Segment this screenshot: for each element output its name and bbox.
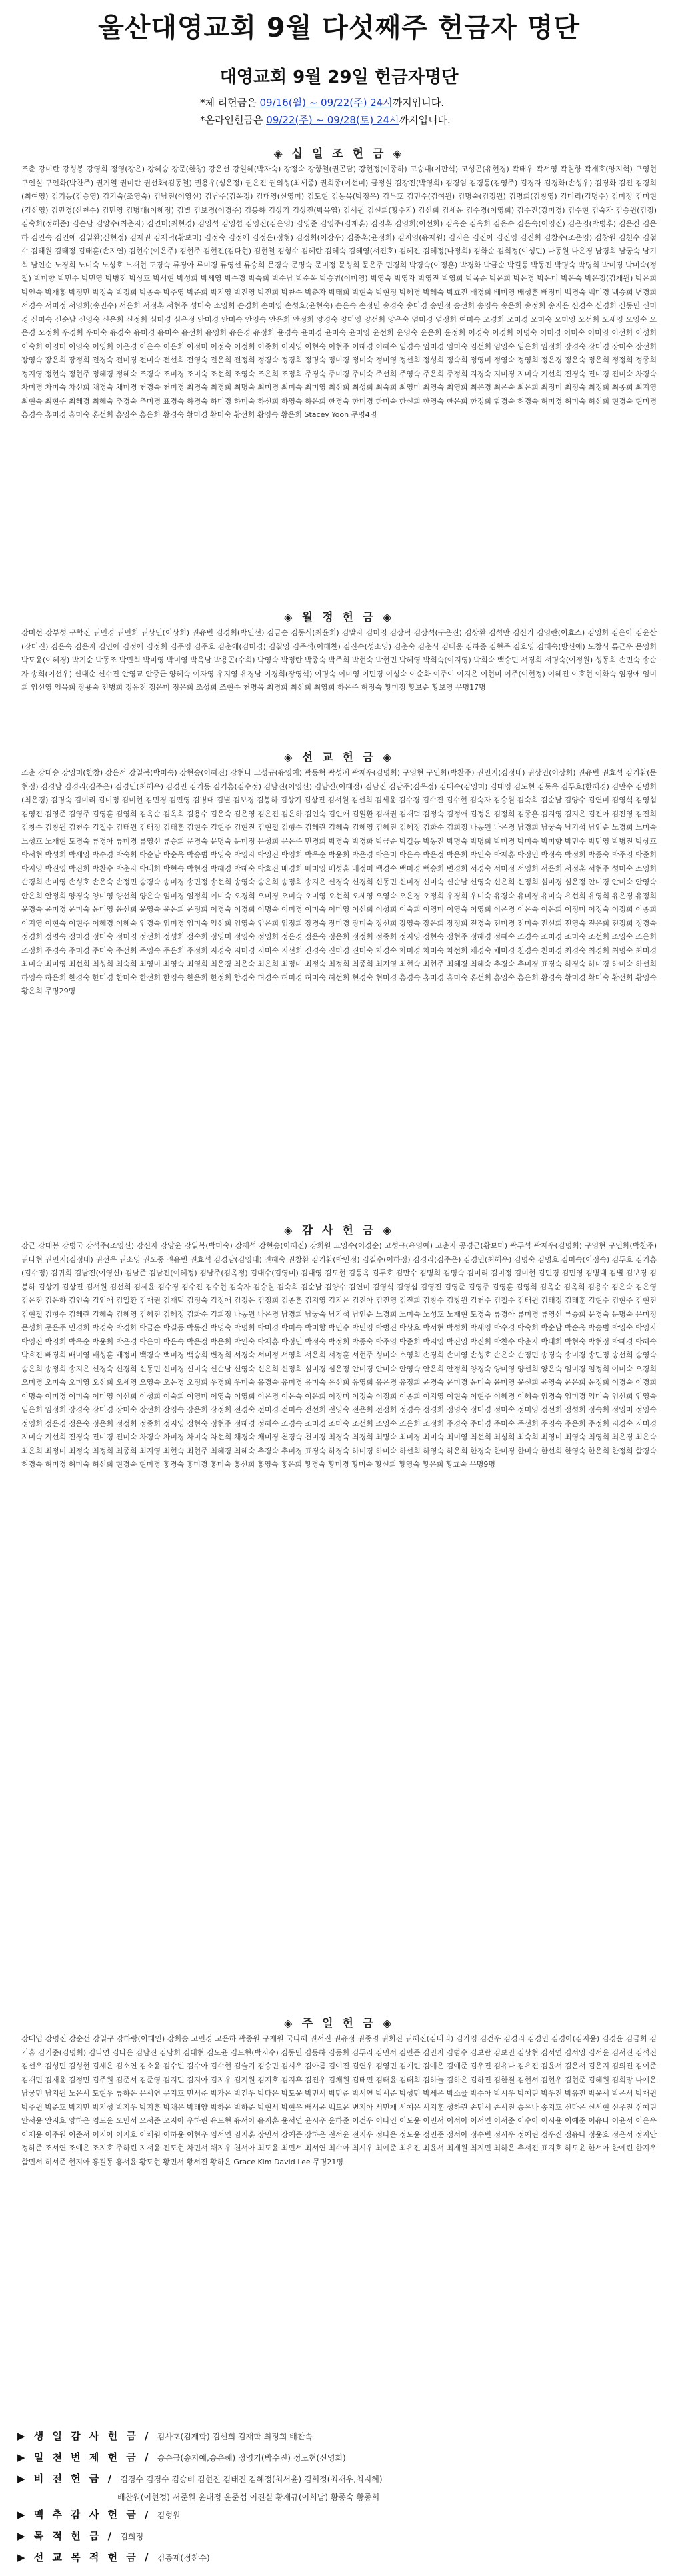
section-heading-sunday: ◈ 주 일 헌 금 ◈ [283, 2017, 395, 2030]
notice-online [200, 113, 451, 127]
summary-row-vision-cont [17, 2489, 661, 2504]
summary-row-vision [17, 2468, 661, 2489]
section-heading-monthly: ◈ 월 정 헌 금 ◈ [283, 611, 395, 624]
summary-label: ▶ 비 전 헌 금 / [17, 2473, 121, 2485]
summary-row-purpose [17, 2525, 661, 2547]
notice-offline-prefix: *체 리헌금은 [200, 97, 260, 109]
page-title: 울산대영교회 9월 다섯째주 헌금자 명단 [98, 13, 580, 43]
notice-online-dates: 09/22(주) ~ 09/28(토) 24시 [266, 114, 399, 126]
notice-online-prefix: *온라인헌금은 [200, 114, 267, 126]
summary-label: ▶ 맥 추 감 사 헌 금 / [17, 2509, 157, 2521]
notice-online-suffix: 까지입니다. [399, 114, 451, 126]
summary-label: ▶ 선 교 목 적 헌 금 / [17, 2551, 157, 2563]
summary-names: 김희정 [120, 2532, 144, 2541]
summary-label: ▶ 생 일 감 사 헌 금 / [17, 2430, 157, 2442]
page-subtitle: 대영교회 9월 29일 헌금자명단 [219, 67, 459, 87]
section-body-sunday: 강대엽 강명진 강순선 강일구 강하랑(이혜인) 강희송 고민경 고은하 곽종원 구재원 국다혜 권서진 권유정 권종명 권희진 권혜진(김태리) 김가영 김건우 김경리 김경민 김경아(김지윤) 김경윤 김금희 김기홍 김기준(김명희) 김나연 김나은 김남진 김남희 김대현 김도윤 김도현(박지수) 김동민 김동하 김동희 김두리 김민서 김민준 김민지 김범수 김보람 김보민 김상현 김서연 김서영 김서윤 김서진 김석진 김선우 김성민 김성현 김세은 김소연 김소윤 김수빈 김수아 김수현 김슬기 김승민 김시우 김아름 김여진 김연우 김영민 김예린 김예은 김예준 김우진 김유나 김유진 김윤서 김은서 김은지 김의진 김이준 김재민 김재윤 김정민 김주원 김준서 김준영 김지민 김지아 김지우 김지원 김지호 김지후 김진우 김채원 김태민 김태윤 김태희 김하늘 김하은 김하진 김한결 김현서 김현우 김현준 김혜원 김희망 나예은 남궁민 남지원 노은서 도현우 류하은 문서연 문지호 민서준 박가은 박건우 박다은 박도윤 박민서 박민준 박서연 박서준 박성민 박세은 박소율 박수아 박시우 박예린 박우진 박유진 박윤서 박은서 박재원 박주원 박준호 박지민 박지성 박지우 박지훈 박채은 박태양 박하윤 박하준 박현서 박현우 배서윤 백도윤 변지아 서민재 서예은 서지훈 성하린 손민서 손서진 송유나 송지호 신다은 신서현 신우진 심예린 안서윤 안지호 양하은 엄도윤 오민서 오서준 오지아 우하린 유도현 유서아 유지훈 윤서연 윤시우 윤하준 이건우 이다인 이도윤 이민서 이서아 이서연 이서준 이수아 이시윤 이예준 이유나 이윤서 이은우 이재윤 이주원 이준서 이지아 이지호 이채원 이하윤 이현우 임서연 임지훈 장민서 장예준 장하은 전서윤 전지우 정다은 정도윤 정민준 정서아 정수빈 정시우 정예린 정우진 정유나 정윤호 정은서 정지안 정하준 조서연 조예은 조지호 주하린 지서윤 진도현 차민서 채지우 천서아 최도윤 최민서 최서연 최수아 최시우 최예준 최유진 최윤서 최재원 최지민 최하은 추서진 표지호 하도윤 한서아 한예린 한지우 함민서 허서준 현지아 홍길동 홍서윤 황도현 황민서 황서진 황하은 Grace Kim David Lee 무명21명 [21, 2034, 657, 2166]
section-body-monthly: 강미선 강부성 구학진 권민경 권민희 권상민(이상희) 권유빈 김경희(박인선) 김금순 김동식(최윤희) 김말자 김미영 김상덕 김상석(구은진) 김상환 김석만 김신기 김영란(이효스) 김영희 김은아 김윤산(장미진) 김은숙 김은자 김인애 김정애 김정희 김주영 김주호 김춘애(김미경) 김칠영 김주석(이해찬) 김진수(성소영) 김춘숙 김춘식 김태웅 김하종 김현주 김호영 김혜숙(방신애) 도창식 류근우 문영희 박도윤(이혜경) 박기순 박동조 박민석 박미영 박미영 박옥남 박용곤(수희) 박영숙 박정란 박종숙 박주희 박현숙 박현민 박혜영 박희숙(이지영) 박희숙 백승민 서경희 서명숙(이정원) 성동희 손민숙 송순자 송희(이선우) 신대순 신수진 안영교 안중근 양혜숙 여자영 우지영 유경남 이경희(장영석) 이명숙 이미영 이민경 이성숙 이순화 이주이 이지은 이현미 이주(이현정) 이혜진 이호현 이화숙 임경애 임미희 임선영 임옥희 장용숙 전병희 정유진 정은미 정은희 조성희 조현수 천명옥 최경희 최선희 최영희 하은주 허정숙 황미정 황보순 황보영 무명17명 [21, 628, 657, 692]
notice-offline [200, 95, 444, 109]
summary-names: 김형원 [157, 2511, 181, 2520]
summary-row-birthday [17, 2425, 661, 2447]
section-heading-mission: ◈ 선 교 헌 금 ◈ [283, 751, 395, 764]
summary-list [17, 2425, 661, 2568]
summary-names: 김경수 김경수 김승비 김현진 김태진 김혜정(최서윤) 김희정(최재우,최지혜) [120, 2475, 383, 2484]
notice-offline-dates: 09/16(월) ~ 09/22(주) 24시 [259, 97, 393, 109]
summary-names: 송순금(송지예,송은혜) 정영기(박수진) 정도현(신영희) [157, 2453, 346, 2463]
summary-names: 김종재(정찬수) [157, 2553, 210, 2563]
summary-row-mission-purpose [17, 2547, 661, 2568]
section-body-thanks: 강근 강대봉 강병국 강석주(조영신) 강신자 강양윤 강일복(박미숙) 강재석 강현승(이혜진) 강희원 고영수(이경순) 고성규(유영예) 고춘자 공경근(황보미) 곽두석 곽재우(김명희) 구영현 구인화(박찬주) 권다현 권민지(김정태) 권선옥 권소영 권오중 권유빈 권효석 김경남(김영태) 권혜숙 권창환 김기환(박민정) 김길수(이하정) 김경리(김주은) 김경민(최해우) 김명숙 김명호 김미숙(이정숙) 김두호 김기홍(김수정) 김귀희 김남진(이영신) 김남준 김남진(이혜정) 김남주(김옥정) 김대수(김영미) 김대영 김도현 김동옥 김두호 김만수 김명희 김명숙 김미리 김미정 김미현 김민경 김민영 김병대 김별 김보경 김봉하 김상기 김상진 김서원 김선희 김세윤 김수경 김수진 김수현 김숙자 김승원 김숙희 김순남 김양수 김연미 김영석 김영섭 김영진 김영준 김영주 김영훈 김영희 김옥순 김옥희 김용수 김은숙 김은영 김은진 김은하 김인숙 김인애 김일환 김재권 김재덕 김정숙 김정애 김정은 김정희 김종훈 김지영 김지은 김진아 김진영 김진희 김창수 김창원 김천수 김철수 김태원 김태정 김태훈 김현수 김현주 김현진 김현철 김형수 김혜란 김혜숙 김혜영 김혜진 김혜정 김화순 김희정 나동원 나은경 남경희 남궁숙 남기석 남인순 노경희 노미숙 노성호 노재현 도경숙 류경아 류미경 류영선 류승희 문경숙 문명숙 문미정 문성희 문은주 민경희 박경숙 박경화 박금순 박길동 박동진 박명숙 박명희 박미경 박미숙 박미향 박민수 박민영 박병진 박상호 박서현 박성희 박세영 박수경 박숙희 박순남 박순옥 박승범 박영숙 박영자 박영진 박영희 박옥순 박윤희 박은경 박은미 박은숙 박은정 박은희 박인숙 박재홍 박정민 박정숙 박정희 박종숙 박주영 박준희 박지영 박진영 박진희 박찬수 박춘자 박태희 박현숙 박현정 박혜경 박혜숙 박효진 배경희 배미영 배성훈 배정미 백경숙 백미경 백승희 변경희 서경숙 서미정 서영희 서은희 서정훈 서현주 성미숙 소영희 손경희 손미영 손성호 손은숙 손정민 송경숙 송미경 송민정 송선희 송영숙 송은희 송정희 송지은 신경숙 신경희 신동민 신미경 신미숙 신순남 신영숙 신은희 신정희 심미경 심은정 안미경 안미숙 안영숙 안은희 안정희 양경숙 양미영 양선희 양은숙 엄미경 엄정희 여미숙 오경희 오미경 오미숙 오미영 오선희 오세영 오영숙 오은경 오정희 우경희 우미숙 유경숙 유미경 유미숙 유선희 유영희 유은경 유정희 윤경숙 윤미경 윤미숙 윤미영 윤선희 윤영숙 윤은희 윤정희 이경숙 이경희 이명숙 이미경 이미숙 이미영 이선희 이성희 이숙희 이영미 이영숙 이영희 이은경 이은숙 이은희 이정미 이정숙 이정희 이종희 이지영 이현숙 이현주 이혜경 이혜숙 임경숙 임미경 임미숙 임선희 임영숙 임은희 임정희 장경숙 장미경 장미숙 장선희 장영숙 장은희 장정희 전경숙 전미경 전미숙 전선희 전영숙 전은희 전정희 정경숙 정경희 정명숙 정미경 정미숙 정미영 정선희 정성희 정숙희 정영미 정영숙 정영희 정은경 정은숙 정은희 정정희 정종희 정지영 정현숙 정현주 정혜경 정혜숙 조경숙 조미경 조미숙 조선희 조영숙 조은희 조정희 주경숙 주미경 주미숙 주선희 주영숙 주은희 주정희 지경숙 지미경 지미숙 지선희 진경숙 진미경 진미숙 차경숙 차미경 차미숙 차선희 채경숙 채미경 천경숙 천미경 최경숙 최경희 최명숙 최미경 최미숙 최미영 최선희 최성희 최숙희 최영미 최영숙 최영희 최은경 최은숙 최은희 최정미 최정숙 최정희 최종희 최지영 최현숙 최현주 최혜경 최혜숙 추경숙 추미경 표경숙 하경숙 하미경 하미숙 하선희 하영숙 하은희 한경숙 한미경 한미숙 한선희 한영숙 한은희 한정희 함경숙 허경숙 허미경 허미숙 허선희 현경숙 현미경 홍경숙 홍미경 홍미숙 홍선희 홍영숙 홍은희 황경숙 황미경 황미숙 황선희 황영숙 황은희 황효숙 무명9명 [21, 1241, 657, 1469]
summary-names-continued: 배찬원(이현정) 서준원 윤대정 윤준섭 이진실 황재규(이희남) 황종숙 황종희 [117, 2493, 380, 2502]
section-heading-tithe: ◈ 십 일 조 헌 금 ◈ [273, 147, 405, 161]
summary-row-harvest [17, 2504, 661, 2525]
section-heading-thanks: ◈ 감 사 헌 금 ◈ [283, 1224, 395, 1237]
summary-names: 김사호(김재학) 김선희 김재학 최정희 배찬속 [157, 2432, 313, 2441]
section-body-mission: 조춘 강대승 강영미(한창) 강은서 강일복(박미숙) 강현승(이혜진) 강현나 고성규(유영예) 곽동혁 곽성례 곽재우(김명희) 구영현 구인화(박찬주) 권민지(김정태) 권상민(이상희) 권유빈 권효석 김기환(문현정) 김경남 김경리(김주은) 김경민(최해우) 김경민 김기동 김기홍(김수정) 김남진(이영신) 김남진(이혜정) 김남진 김남주(김옥정) 김대수(김영미) 김대영 김도현 김동옥 김두호(한혜경) 김만수 김명희(최은경) 김명숙 김미리 김미정 김미현 김민경 김민영 김병대 김별 김보경 김봉하 김상기 김상진 김서원 김선희 김세윤 김수경 김수진 김수현 김숙자 김승원 김숙희 김순남 김양수 김연미 김영석 김영섭 김영진 김영준 김영주 김영훈 김영희 김옥순 김옥희 김용수 김은숙 김은영 김은진 김은하 김인숙 김인애 김일환 김재권 김재덕 김정숙 김정애 김정은 김정희 김종훈 김지영 김지은 김진아 김진영 김진희 김창수 김창원 김천수 김철수 김태원 김태정 김태훈 김현수 김현주 김현진 김현철 김형수 김혜란 김혜숙 김혜영 김혜진 김혜정 김화순 김희정 나동원 나은경 남경희 남궁숙 남기석 남인순 노경희 노미숙 노성호 노재현 도경숙 류경아 류미경 류영선 류승희 문경숙 문명숙 문미정 문성희 문은주 민경희 박경숙 박경화 박금순 박길동 박동진 박명숙 박명희 박미경 박미숙 박미향 박민수 박민영 박병진 박상호 박서현 박성희 박세영 박수경 박숙희 박순남 박순옥 박승범 박영숙 박영자 박영진 박영희 박옥순 박윤희 박은경 박은미 박은숙 박은정 박은희 박인숙 박재홍 박정민 박정숙 박정희 박종숙 박주영 박준희 박지영 박진영 박진희 박찬수 박춘자 박태희 박현숙 박현정 박혜경 박혜숙 박효진 배경희 배미영 배성훈 배정미 백경숙 백미경 백승희 변경희 서경숙 서미정 서영희 서은희 서정훈 서현주 성미숙 소영희 손경희 손미영 손성호 손은숙 손정민 송경숙 송미경 송민정 송선희 송영숙 송은희 송정희 송지은 신경숙 신경희 신동민 신미경 신미숙 신순남 신영숙 신은희 신정희 심미경 심은정 안미경 안미숙 안영숙 안은희 안정희 양경숙 양미영 양선희 양은숙 엄미경 엄정희 여미숙 오경희 오미경 오미숙 오미영 오선희 오세영 오영숙 오은경 오정희 우경희 우미숙 유경숙 유미경 유미숙 유선희 유영희 유은경 유정희 윤경숙 윤미경 윤미숙 윤미영 윤선희 윤영숙 윤은희 윤정희 이경숙 이경희 이명숙 이미경 이미숙 이미영 이선희 이성희 이숙희 이영미 이영숙 이영희 이은경 이은숙 이은희 이정미 이정숙 이정희 이종희 이지영 이현숙 이현주 이혜경 이혜숙 임경숙 임미경 임미숙 임선희 임영숙 임은희 임정희 장경숙 장미경 장미숙 장선희 장영숙 장은희 장정희 전경숙 전미경 전미숙 전선희 전영숙 전은희 전정희 정경숙 정경희 정명숙 정미경 정미숙 정미영 정선희 정성희 정숙희 정영미 정영숙 정영희 정은경 정은숙 정은희 정정희 정종희 정지영 정현숙 정현주 정혜경 정혜숙 조경숙 조미경 조미숙 조선희 조영숙 조은희 조정희 주경숙 주미경 주미숙 주선희 주영숙 주은희 주정희 지경숙 지미경 지미숙 지선희 진경숙 진미경 진미숙 차경숙 차미경 차미숙 차선희 채경숙 채미경 천경숙 천미경 최경숙 최경희 최명숙 최미경 최미숙 최미영 최선희 최성희 최숙희 최영미 최영숙 최영희 최은경 최은숙 최은희 최정미 최정숙 최정희 최종희 최지영 최현숙 최현주 최혜경 최혜숙 추경숙 추미경 표경숙 하경숙 하미경 하미숙 하선희 하영숙 하은희 한경숙 한미경 한미숙 한선희 한영숙 한은희 한정희 함경숙 허경숙 허미경 허미숙 허선희 현경숙 현미경 홍경숙 홍미경 홍미숙 홍선희 홍영숙 홍은희 황경숙 황미경 황미숙 황선희 황영숙 황은희 무명29명 [21, 768, 657, 995]
summary-label: ▶ 목 적 헌 금 / [17, 2530, 121, 2542]
summary-row-thousand [17, 2447, 661, 2468]
section-body-tithe: 조춘 강미란 강성봉 강영희 정영(강은) 강혜승 강문(한창) 강은선 강일혜(박자숙) 강정숙 강향철(권곤담) 강현정(이종하) 고승대(이판석) 고성곤(유현경) 곽태우 곽서영 곽원향 곽재호(양지혁) 구영현 구인실 구인화(박찬주) 권기열 권미란 권선화(김동철) 권용우(성은정) 권은진 권의성(최세종) 권희종(이선미) 금정실 김강진(박영희) 김경임 김경동(김영주) 김경자 김경화(손성우) 김경화 김진 김경희(최여영) 김기동(김승영) 김기숙(조영숙) 김남진(이영신) 김남주(김옥정) 김대영(신영미) 김도현 김동옥(박정우) 김두호 김민수(김여원) 김명숙(김정원) 김명희(김창영) 김미리(김명수) 김미정 김미현(김선영) 김민경(신천수) 김민영 김병대(이혜정) 김별 김보경(이경주) 김봉하 김상기 김상진(박옥엽) 김서원 김선희(황수지) 김선희 김세윤 김수경(이영희) 김수진(강미경) 김수현 김숙자 김승원(김정) 김숙희(정해준) 김순남 김양수(최춘자) 김연미(최현경) 김영석 김영섭 김영진(김은영) 김영준 김영주(김재훈) 김영훈 김영희(이선화) 김옥순 김옥희 김용수 김은숙(이영진) 김은영(박병후) 김은진 김은하 김인숙 김인애 김일환(신현정) 김재권 김재덕(황보미) 김정숙 김정애 김정은(정형) 김정희(이장우) 김종훈(윤정희) 김지영(유재원) 김지은 김진아 김진영 김진희 김창수(조은영) 김창원 김천수 김철수 김태원 김태정 김태훈(손지연) 김현수(이은주) 김현주 김현진(김다현) 김현철 김형수 김혜란 김혜숙 김혜영(서진호) 김혜진 김혜정(나정희) 김화순 김희정(이성민) 나동원 나은경 남경희 남궁숙 남기석 남인순 노경희 노미숙 노성호 노재현 도경숙 류경아 류미경 류영선 류승희 문경숙 문명숙 문미정 문성희 문은주 민경희 박경숙(이정훈) 박경화 박금순 박길동 박동진 박명숙 박명희 박미경 박미숙(정철) 박미향 박민수 박민영 박병진 박상호 박서현 박성희 박세영 박수경 박숙희 박순남 박순옥 박승범(이미영) 박영숙 박영자 박영진 박영희 박옥순 박윤희 박은경 박은미 박은숙 박은정(김재원) 박은희 박인숙 박재홍 박정민 박정숙 박정희 박종숙 박주영 박준희 박지영 박진영 박진희 박찬수 박춘자 박태희 박현숙 박현정 박혜경 박혜숙 박효진 배경희 배미영 배성훈 배정미 백경숙 백미경 백승희 변경희 서경숙 서미정 서영희(송민수) 서은희 서정훈 서현주 성미숙 소영희 손경희 손미영 손성호(윤현숙) 손은숙 손정민 송경숙 송미경 송민정 송선희 송영숙 송은희 송정희 송지은 신경숙 신경희 신동민 신미경 신미숙 신순남 신영숙 신은희 신정희 심미경 심은정 안미경 안미숙 안영숙 안은희 안정희 양경숙 양미영 양선희 양은숙 엄미경 엄정희 여미숙 오경희 오미경 오미숙 오미영 오선희 오세영 오영숙 오은경 오정희 우경희 우미숙 유경숙 유미경 유미숙 유선희 유영희 유은경 유정희 윤경숙 윤미경 윤미숙 윤미영 윤선희 윤영숙 윤은희 윤정희 이경숙 이경희 이명숙 이미경 이미숙 이미영 이선희 이성희 이숙희 이영미 이영숙 이영희 이은경 이은숙 이은희 이정미 이정숙 이정희 이종희 이지영 이현숙 이현주 이혜경 이혜숙 임경숙 임미경 임미숙 임선희 임영숙 임은희 임정희 장경숙 장미경 장미숙 장선희 장영숙 장은희 장정희 전경숙 전미경 전미숙 전선희 전영숙 전은희 전정희 정경숙 정경희 정명숙 정미경 정미숙 정미영 정선희 정성희 정숙희 정영미 정영숙 정영희 정은경 정은숙 정은희 정정희 정종희 정지영 정현숙 정현주 정혜경 정혜숙 조경숙 조미경 조미숙 조선희 조영숙 조은희 조정희 주경숙 주미경 주미숙 주선희 주영숙 주은희 주정희 지경숙 지미경 지미숙 지선희 진경숙 진미경 진미숙 차경숙 차미경 차미숙 차선희 채경숙 채미경 천경숙 천미경 최경숙 최경희 최명숙 최미경 최미숙 최미영 최선희 최성희 최숙희 최영미 최영숙 최영희 최은경 최은숙 최은희 최정미 최정숙 최정희 최종희 최지영 최현숙 최현주 최혜경 최혜숙 추경숙 추미경 표경숙 하경숙 하미경 하미숙 하선희 하영숙 하은희 한경숙 한미경 한미숙 한선희 한영숙 한은희 한정희 함경숙 허경숙 허미경 허미숙 허선희 현경숙 현미경 홍경숙 홍미경 홍미숙 홍선희 홍영숙 홍은희 황경숙 황미경 황미숙 황선희 황영숙 황은희 Stacey Yoon 무명4명 [21, 165, 657, 419]
summary-label: ▶ 일 천 번 제 헌 금 / [17, 2451, 157, 2463]
notice-offline-suffix: 까지입니다. [392, 97, 445, 109]
